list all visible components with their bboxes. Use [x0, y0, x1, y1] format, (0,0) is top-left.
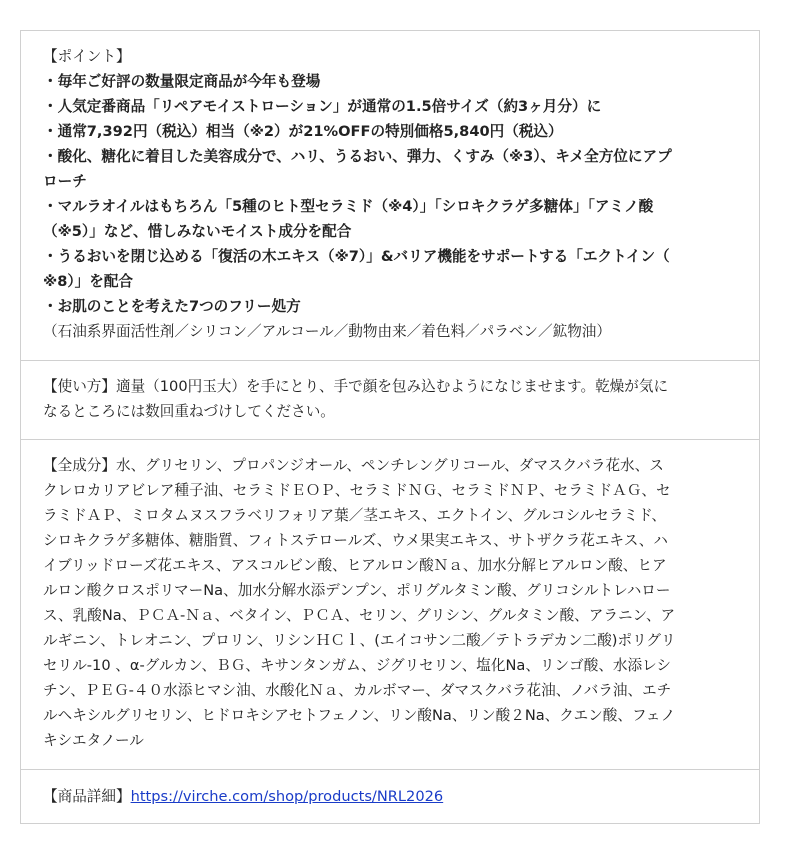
point-line: ・お肌のことを考えた7つのフリー処方: [43, 298, 301, 315]
usage-line: なるところには数回重ねづけしてください。: [43, 403, 335, 420]
ingredients-line: ス、乳酸Na、ＰＣＡ-Ｎａ、ベタイン、ＰＣＡ、セリン、グリシン、グルタミン酸、アラニン、ア: [43, 607, 676, 624]
ingredients-line: ルロン酸クロスポリマーNa、加水分解水添デンプン、ポリグルタミン酸、グリコシルトレハロー: [43, 582, 671, 599]
ingredients-line: ルギニン、トレオニン、プロリン、リシンＨＣｌ、(エイコサン二酸／テトラデカン二酸)ポリグリ: [43, 632, 676, 649]
point-line: ・毎年ご好評の数量限定商品が今年も登場: [43, 73, 321, 90]
ingredients-section: [21, 440, 759, 770]
ingredients-line: ラミドＡＰ、ミロタムヌスフラベリフォリア葉／茎エキス、エクトイン、グルコシルセラミド、: [43, 507, 666, 524]
usage-section: [21, 361, 759, 440]
points-section: [21, 31, 759, 361]
ingredients-line: シロキクラゲ多糖体、糖脂質、フィトステロールズ、ウメ果実エキス、サトザクラ花エキス、ハ: [43, 532, 668, 549]
point-line: ・うるおいを閉じ込める「復活の木エキス（※7）」&バリア機能をサポートする「エクトイン（: [43, 248, 670, 265]
ingredients-line: チン、ＰＥＧ-４０水添ヒマシ油、水酸化Ｎａ、カルボマー、ダマスクバラ花油、ノバラ油、エチ: [43, 682, 672, 699]
ingredients-line: キシエタノール: [43, 732, 144, 749]
ingredients-line: セリル-10 、α-グルカン、ＢＧ、キサンタンガム、ジグリセリン、塩化Na、リンゴ酸、水添レシ: [43, 657, 671, 674]
product-detail-link[interactable]: https://virche.com/shop/products/NRL2026: [130, 788, 444, 805]
points-heading: 【ポイント】: [43, 48, 131, 65]
usage-line: 【使い方】適量（100円玉大）を手にとり、手で顔を包み込むようになじませます。乾燥が気に: [43, 378, 669, 395]
point-line: ローチ: [43, 173, 87, 190]
point-line: （※5）」など、惜しみないモイスト成分を配合: [43, 223, 352, 240]
product-detail-section: [21, 770, 759, 823]
point-line: ・人気定番商品「リペアモイストローション」が通常の1.5倍サイズ（約3ヶ月分）に: [43, 98, 602, 115]
free-formula-note: （石油系界面活性剤／シリコン／アルコール／動物由来／着色料／パラベン／鉱物油）: [43, 323, 611, 340]
point-line: ・酸化、糖化に着目した美容成分で、ハリ、うるおい、弾力、くすみ（※3）、キメ全方位にアプ: [43, 148, 672, 165]
ingredients-line: ルヘキシルグリセリン、ヒドロキシアセトフェノン、リン酸Na、リン酸２Na、クエン酸、フェノ: [43, 707, 676, 724]
ingredients-line: クレロカリアビレア種子油、セラミドＥＯＰ、セラミドＮＧ、セラミドＮＰ、セラミドＡＧ、セ: [43, 482, 671, 499]
ingredients-line: イブリッドローズ花エキス、アスコルビン酸、ヒアルロン酸Ｎａ、加水分解ヒアルロン酸、ヒア: [43, 557, 667, 574]
ingredients-line: 【全成分】水、グリセリン、プロパンジオール、ペンチレングリコール、ダマスクバラ花水、ス: [43, 457, 664, 474]
point-line: ・通常7,392円（税込）相当（※2）が21%OFFの特別価格5,840円（税込）: [43, 123, 563, 140]
product-info-table: [20, 30, 760, 824]
point-line: ※8）」を配合: [43, 273, 134, 290]
point-line: ・マルラオイルはもちろん「5種のヒト型セラミド（※4）」「シロキクラゲ多糖体」「アミノ酸: [43, 198, 654, 215]
product-detail-label: 【商品詳細】: [43, 788, 131, 805]
